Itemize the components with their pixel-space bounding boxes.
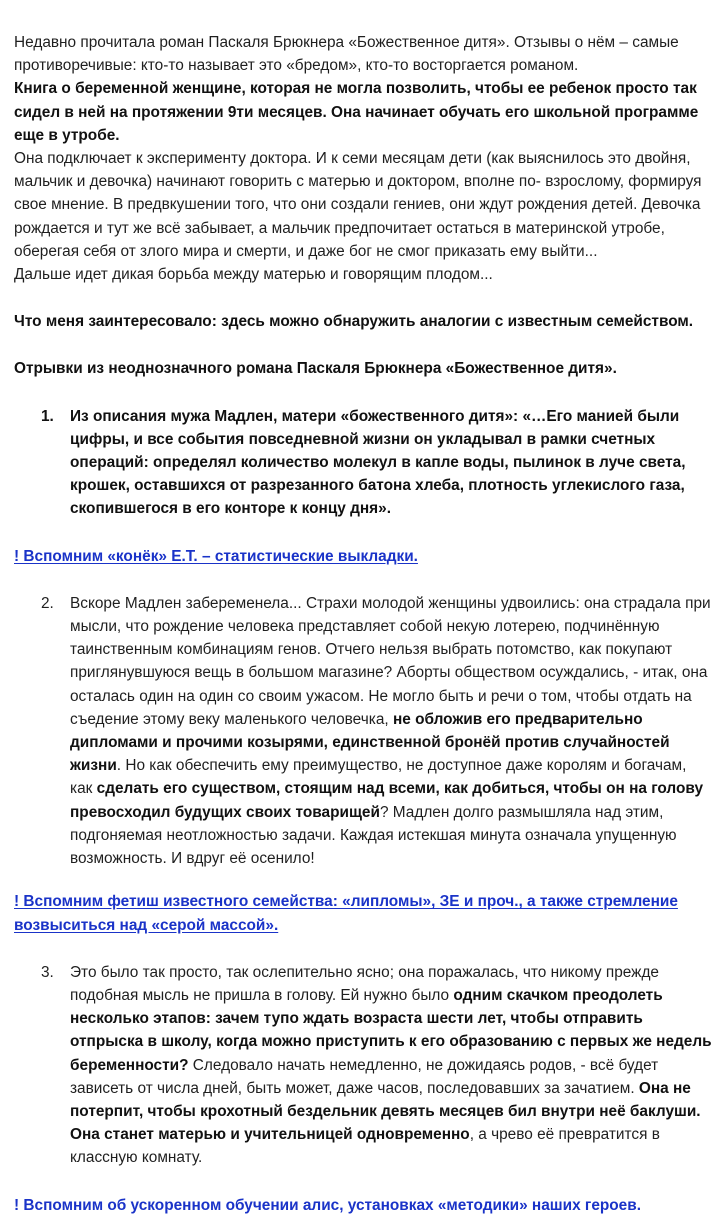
interest-statement: Что меня заинтересовало: здесь можно обнаружить аналогии с известным семейством. bbox=[14, 313, 694, 331]
excerpt-bold: Она не потерпит, чтобы крохотный бездельник девять месяцев бил внутри неё баклуши. Она станет матерью и учительницей одновременно bbox=[70, 1079, 701, 1144]
intro-last: Дальше идет дикая борьба между матерью и говорящим плодом... bbox=[14, 266, 493, 284]
excerpt-item-1 bbox=[14, 405, 712, 521]
excerpts-title: Отрывки из неоднозначного романа Паскаля Брюкнера «Божественное дитя». bbox=[14, 360, 617, 378]
excerpt-text: Из описания мужа Мадлен, матери «божественного дитя»: «…Его манией были цифры, и все события повседневной жизни он укладывал в рамки счетных операций: определял количество молекул в капле воды, пылинок в луче света, крошек, оставшихся от разрезанного батона хлеба, плотность углекислого газа, скопившегося в его конторе к концу дня». bbox=[70, 407, 686, 518]
excerpt-plain: , а чрево её превратится в классную комнату. bbox=[70, 1126, 660, 1167]
intro-line: Недавно прочитала роман Паскаля Брюкнера «Божественное дитя». Отзывы о нём – самые противоречивые: кто-то называет это «бредом», кто-то восторгается романом. bbox=[14, 34, 679, 75]
intro-rest: Она подключает к эксперименту доктора. И к семи месяцам дети (как выяснилось это двойня, мальчик и девочка) начинают говорить с матерью и доктором, вполне по- взрослому, формируя свое мнение. В предвкушении того, что они создали гениев, они ждут рождения детей. Девочка рождается и тут же всё забывает, а мальчик предпочитает остаться в материнской утробе, оберегая себя от злого мира и смерти, и даже бог не смог приказать ему выйти... bbox=[14, 150, 702, 260]
excerpt-item-2 bbox=[14, 592, 712, 870]
item-number: 2. bbox=[41, 594, 54, 612]
excerpt-plain: . Но как обеспечить ему преимущество, не доступное даже королям и богачам, как bbox=[70, 757, 687, 798]
excerpt-plain: Это было так просто, так ослепительно ясно; она поражалась, что никому прежде подобная мысль не пришла в голову. Ей нужно было bbox=[70, 963, 659, 1004]
excerpt-bold: сделать его существом, стоящим над всеми, как добиться, чтобы он на голову превосходил будущих своих товарищей bbox=[70, 780, 704, 821]
note-1: ! Вспомним «конёк» Е.Т. – статистические выкладки. bbox=[14, 547, 418, 565]
excerpt-text bbox=[70, 961, 712, 1170]
item-number: 1. bbox=[41, 407, 54, 425]
note-3: ! Вспомним об ускоренном обучении алис, установках «методики» наших героев. bbox=[14, 1196, 641, 1214]
excerpt-bold: не обложив его предварительно дипломами и прочими козырями, единственной бронёй против случайностей жизни bbox=[70, 710, 670, 775]
excerpt-item-3 bbox=[14, 961, 712, 1170]
item-number: 3. bbox=[41, 963, 54, 981]
excerpt-text bbox=[70, 592, 712, 870]
excerpt-plain: Вскоре Мадлен забеременела... Страхи молодой женщины удвоились: она страдала при мысли, что рождение человека представляет собой некую лотерею, подчинённую таинственным комбинациям генов. Отчего нельзя выбрать потомство, как покупают приглянувшуюся вещь в большом магазине? Аборты обществом осуждались, - итак, она осталась один на один со своим ужасом. Не могло быть и речи о том, чтобы отдать на съедение этому веку маленького человечка, bbox=[70, 594, 711, 728]
excerpt-bold: одним скачком преодолеть несколько этапов: зачем тупо ждать возраста шести лет, чтобы отправить отпрыска в школу, когда можно приступить к его образованию с первых же недель беременности? bbox=[70, 986, 712, 1074]
excerpt-plain: ? Мадлен долго размышляла над этим, подгоняемая неотложностью задачи. Каждая истекшая минута означала упущенную возможность. И вдруг её осенило! bbox=[70, 803, 677, 868]
intro-bold-summary: Книга о беременной женщине, которая не могла позволить, чтобы ее ребенок просто так сидел в ней на протяжении 9ти месяцев. Она начинает обучать его школьной программе еще в утробе. bbox=[14, 80, 699, 144]
note-2: ! Вспомним фетиш известного семейства: «липломы», ЗЕ и проч., а также стремление возвыситься над «серой массой». bbox=[14, 893, 678, 934]
intro-paragraph bbox=[14, 31, 712, 286]
excerpt-plain: Следовало начать немедленно, не дожидаясь родов, - всё будет зависеть от числа дней, быть может, даже часов, последовавших за зачатием. bbox=[70, 1056, 659, 1097]
